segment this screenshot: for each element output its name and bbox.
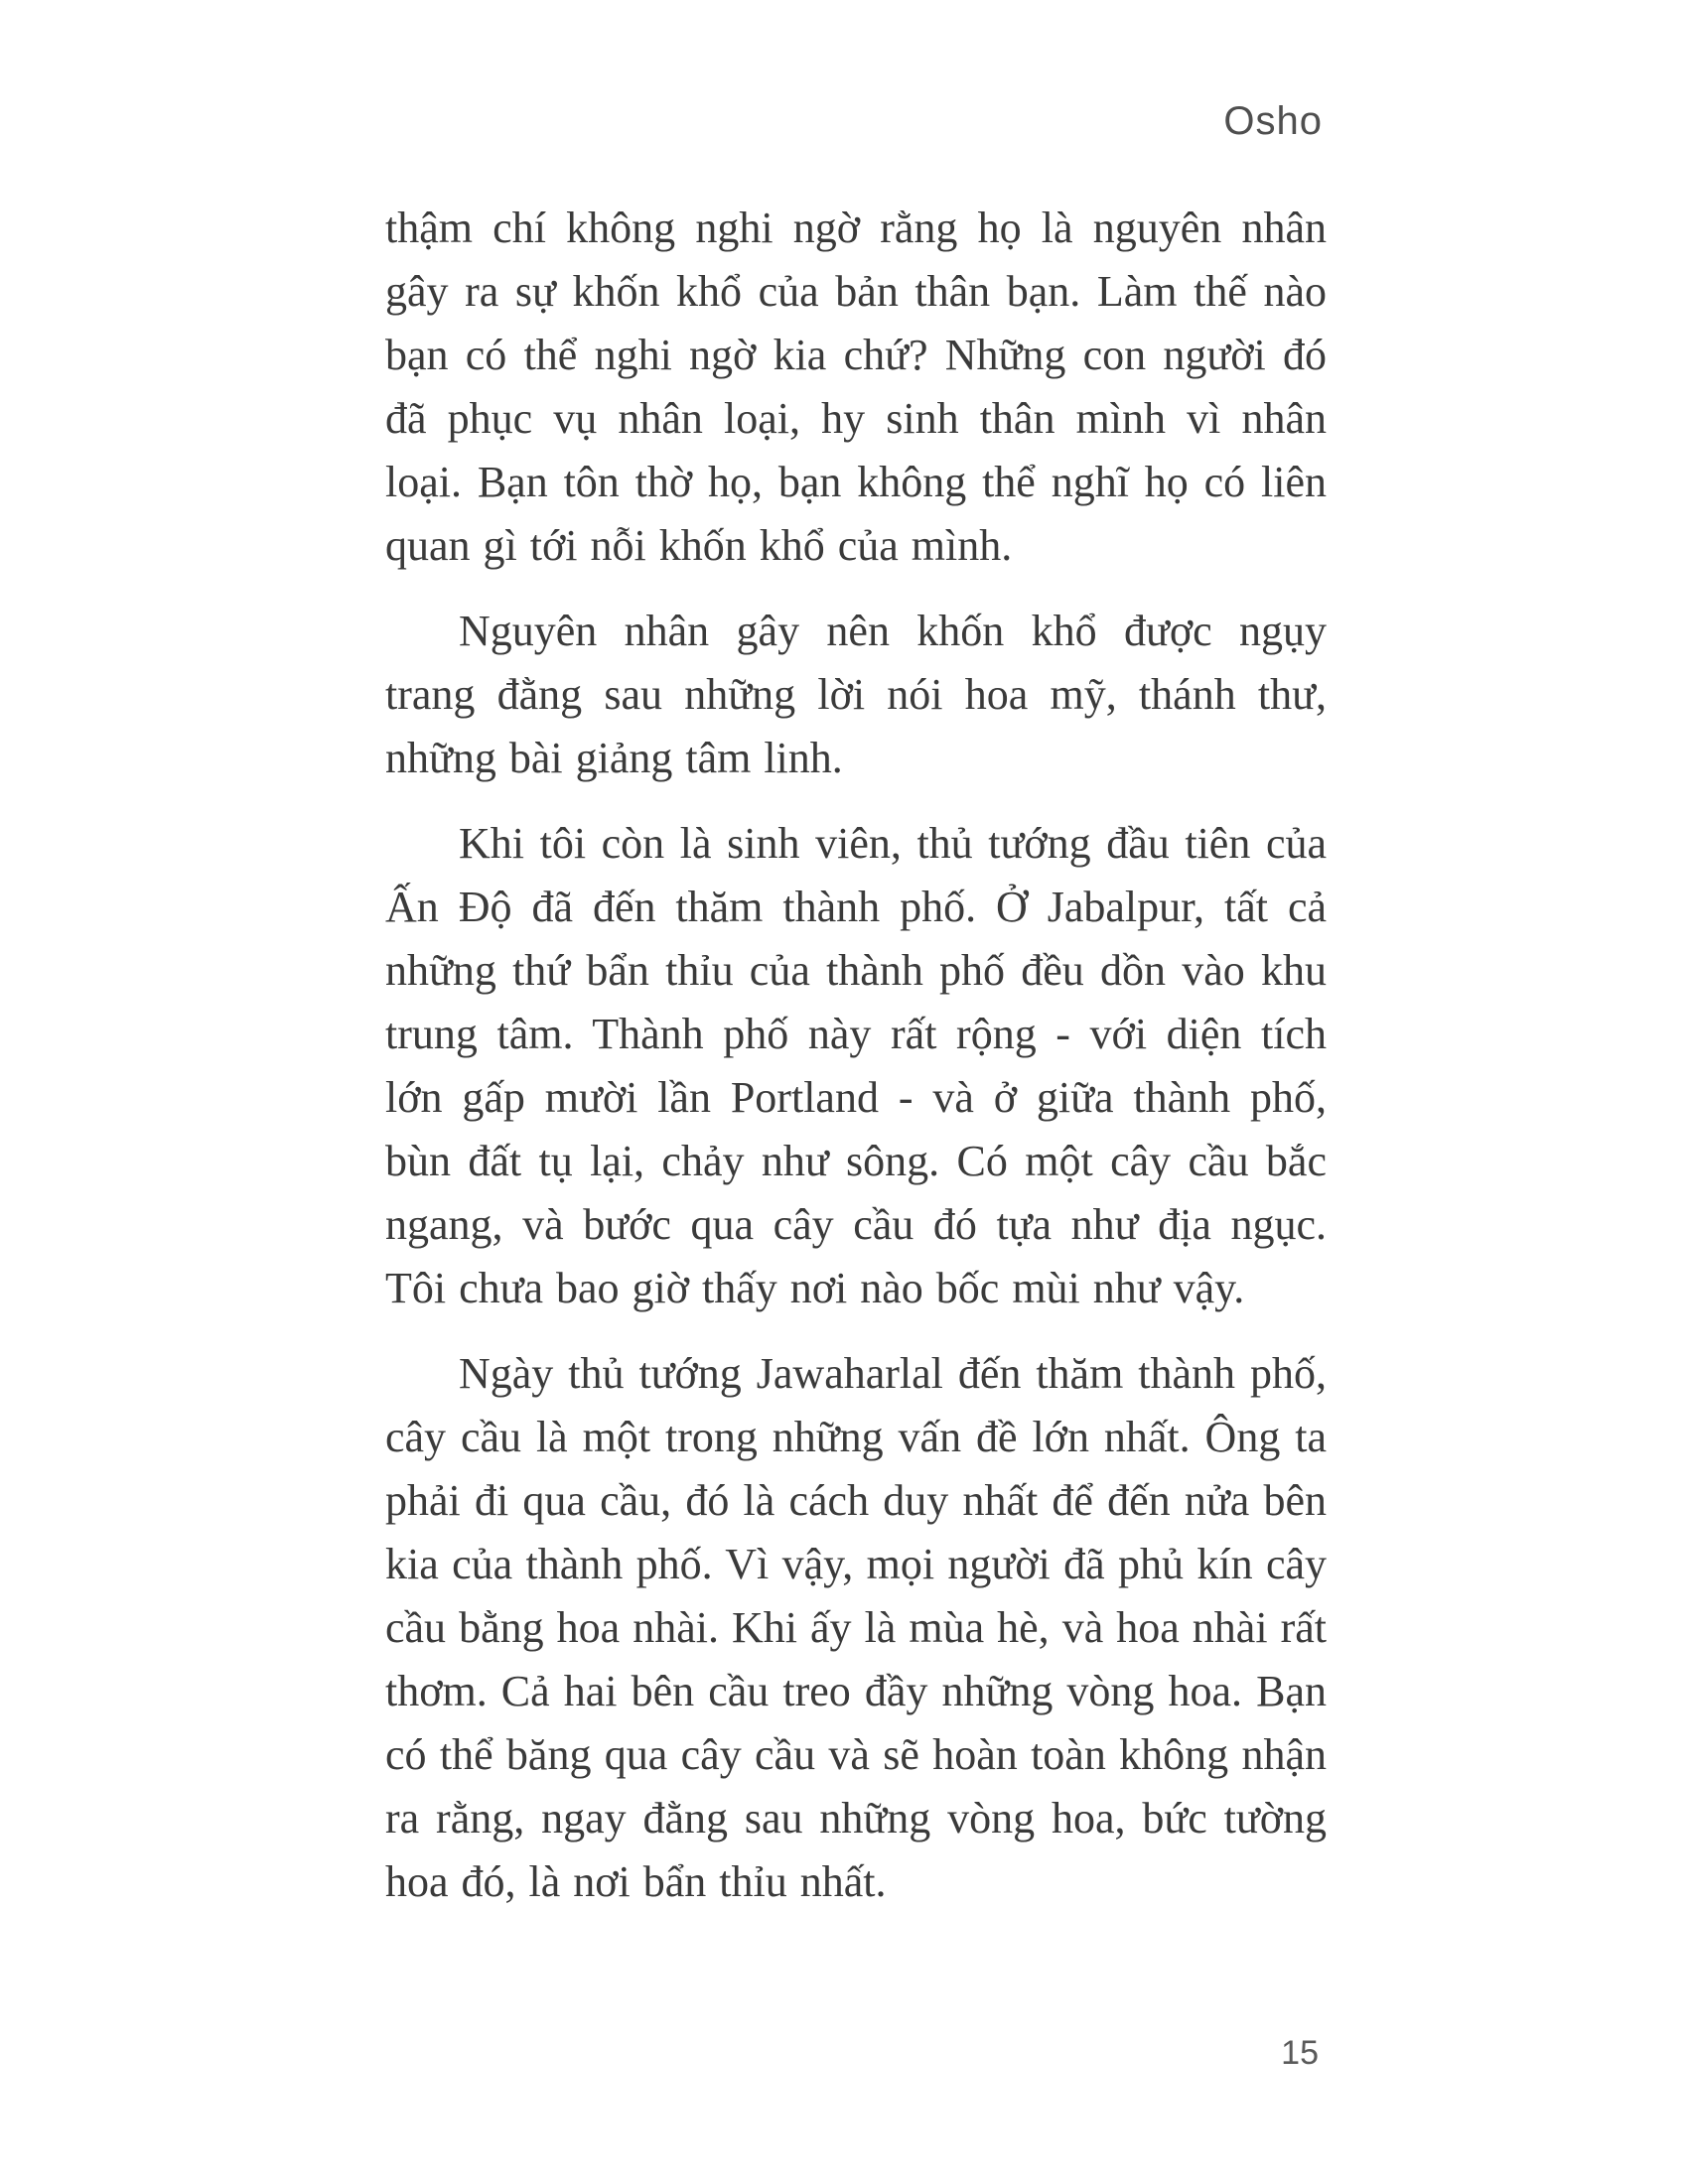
running-header: Osho <box>1223 99 1323 143</box>
paragraph: Khi tôi còn là sinh viên, thủ tướng đầu tiên của Ấn Độ đã đến thăm thành phố. Ở Jabalpur, tất cả những thứ bẩn thỉu của thành phố đều dồn vào khu trung tâm. Thành phố này rất rộng - với diện tích lớn gấp mười lần Portland - và ở giữa thành phố, bùn đất tụ lại, chảy như sông. Có một cây cầu bắc ngang, và bước qua cây cầu đó tựa như địa ngục. Tôi chưa bao giờ thấy nơi nào bốc mùi như vậy. <box>385 819 1327 1312</box>
paragraph: Ngày thủ tướng Jawaharlal đến thăm thành phố, cây cầu là một trong những vấn đề lớn nhất. Ông ta phải đi qua cầu, đó là cách duy nhất để đến nửa bên kia của thành phố. Vì vậy, mọi người đã phủ kín cây cầu bằng hoa nhài. Khi ấy là mùa hè, và hoa nhài rất thơm. Cả hai bên cầu treo đầy những vòng hoa. Bạn có thể băng qua cây cầu và sẽ hoàn toàn không nhận ra rằng, ngay đằng sau những vòng hoa, bức tường hoa đó, là nơi bẩn thỉu nhất. <box>385 1349 1327 1906</box>
page-number: 15 <box>1281 2034 1319 2072</box>
paragraph: Nguyên nhân gây nên khốn khổ được ngụy trang đằng sau những lời nói hoa mỹ, thánh thư, những bài giảng tâm linh. <box>385 607 1327 782</box>
paragraph: thậm chí không nghi ngờ rằng họ là nguyên nhân gây ra sự khốn khổ của bản thân bạn. Làm thế nào bạn có thể nghi ngờ kia chứ? Những con người đó đã phục vụ nhân loại, hy sinh thân mình vì nhân loại. Bạn tôn thờ họ, bạn không thể nghĩ họ có liên quan gì tới nỗi khốn khổ của mình. <box>385 204 1327 570</box>
body-text <box>385 197 1327 1936</box>
